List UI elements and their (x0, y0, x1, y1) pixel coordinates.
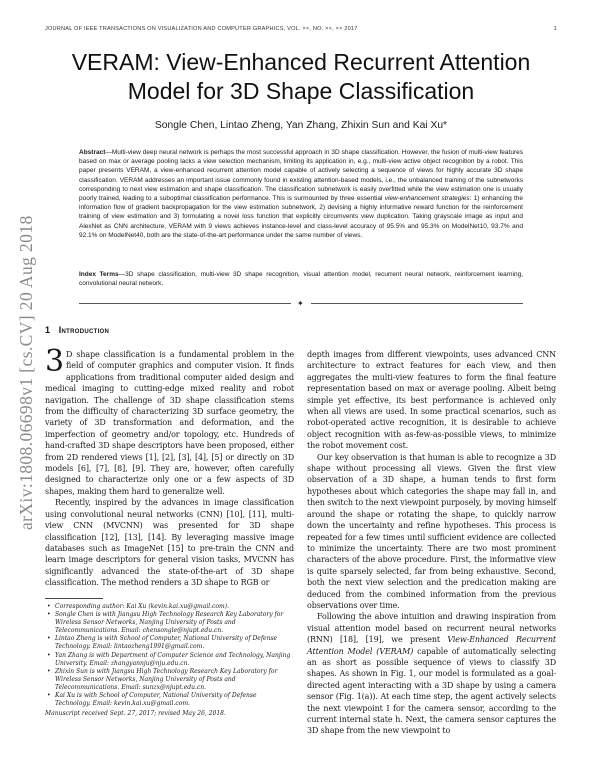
intro-paragraph-3: depth images from different viewpoints, uses advanced CNN architecture to extract features for each view, and then aggregates the multi-view features to form the final feature representation based on max or average pooling. Albeit being simple yet effective, its best performance is achieved only when all views are used. In some practical scenarios, such as robot-operated active recognition, it is desirable to achieve object recognition with as-few-as-possible views, to minimize the robot movement cost. (307, 350, 556, 451)
abstract-text-a: —Multi-view deep neural network is perhaps the most successful approach in 3D shape classification. However, the fusion of multi-view features based on max or average pooling lacks a view selection mechanism, limiting its application in, e.g., multi-view active object recognition by a robot. This paper presents VERAM, a view-enhanced recurrent attention model capable of actively selecting a sequence of views for highly accurate 3D shape classification. VERAM addresses an important issue commonly found in existing attention-based models, i.e., the unbalanced training of the subnetworks corresponding to next view estimation and shape classification. The classification subnetwork is easily overfitted while the view estimation one is usually poorly trained, leading to a suboptimal classification performance. This is surmounted by three essential (79, 149, 523, 203)
section-title: Introduction (58, 325, 110, 335)
drop-cap: 3 (45, 344, 64, 379)
intro-p1-text: D shape classification is a fundamental problem in the field of computer graphics and computer vision. It finds applications from traditional computer aided design and medical imaging to cutting-edge mixed reality and robot navigation. The challenge of 3D shape classification stems from the difficulty of characterizing 3D surface geometry, the variety of 3D transformation and deformation, and the imperfection of geometry and/or topology, etc. Hundreds of hand-crafted 3D shape descriptors have been proposed, either from 2D rendered views [1], [2], [3], [4], [5] or directly on 3D models [6], [7], [8], [9]. They are, however, often carefully designed to characterize only one or a few aspects of 3D shapes, making them hard to generalize well. (45, 350, 294, 496)
right-column (307, 349, 556, 737)
footnotes (45, 603, 294, 718)
author-list: Songle Chen, Lintao Zheng, Yan Zhang, Zhixin Sun and Kai Xu* (154, 120, 448, 131)
manuscript-note: Manuscript received Sept. 27, 2017; revised May 26, 2018. (45, 710, 226, 718)
abstract-text-b: : 1) enhancing the information flow of gradient backpropagation for the view estimation subnetwork, 2) devising a highly informative reward function for the reinforcement training of view estimation and 3) formulating a novel loss function that explicitly circumvents view duplication. Taking grayscale image as input and AlexNet as CNN architecture, VERAM with 9 views achieves instance-level and class-level accuracy of 95.5% and 95.3% on ModelNet10, 93.7% and 92.1% on ModelNet40, both are the state-of-the-art performance under the same number of views. (79, 195, 523, 239)
footnote-item: • Lintao Zheng is with School of Computer, National University of Defense Technology. Email: lintaozheng1991@gmail.com. (55, 635, 294, 651)
index-terms (79, 270, 523, 288)
page-number: 1 (553, 26, 557, 32)
footnote-item: • Kai Xu is with School of Computer, National University of Defense Technology. Email: kevin.kai.xu@gmail.com. (55, 692, 294, 708)
paper-title (45, 48, 557, 106)
intro-p5-text-a: Following the above intuition and drawing inspiration from visual attention model based on recurrent neural networks (RNN) [18], [19], we present (307, 612, 556, 645)
title-line-2: Model for 3D Shape Classification (127, 78, 475, 104)
index-terms-text: —3D shape classification, multi-view 3D shape recognition, visual attention model, recurrent neural network, reinforcement learning, convolutional neural network. (79, 271, 524, 288)
intro-paragraph-1 (45, 344, 294, 497)
section-divider (79, 299, 523, 309)
intro-paragraph-5 (307, 611, 556, 736)
section-heading (45, 325, 109, 335)
intro-p5-text-b: capable of automatically selecting an as short as possible sequence of views to classify 3D shapes. As shown in Fig. 1, our model is formulated as a goal-directed agent interacting with a 3D shape by using a camera sensor (Fig. 1(a)). At each time step, the agent actively selects the next viewpoint I for the camera sensor, according to the current internal state h. Next, the camera sensor captures the 3D shape from the new viewpoint to (307, 646, 556, 736)
arxiv-stamp: arXiv:1808.06698v1 [cs.CV] 20 Aug 2018 (16, 215, 36, 530)
divider-line-right (311, 303, 523, 304)
intro-paragraph-4: Our key observation is that human is able to recognize a 3D shape without processing all views. Given the first view observation of a 3D shape, a human tends to first form hypotheses about which categories the shape may fall in, and then switch to the next viewpoint purposely, by moving himself around the shape or rotating the shape, to quickly narrow down the uncertainty and refine hypotheses. This process is repeated for a few times until sufficient evidence are collected to minimize the uncertainty. There are two most prominent characters of the above procedure. First, the informative view is quite sparsely selected, far from being exhaustive. Second, both the next view selection and the predication making are deduced from the combined information from the previous observations over time. (307, 452, 556, 610)
intro-p5-emph: View-Enhanced Recurrent Attention Model (VERAM) (307, 635, 556, 656)
title-line-1: VERAM: View-Enhanced Recurrent Attention (71, 49, 531, 75)
footnote-item: • Corresponding author: Kai Xu (kevin.kai.xu@gmail.com). (55, 603, 294, 611)
footnote-rule (45, 598, 103, 599)
divider-diamond-icon: ✦ (297, 299, 304, 308)
footnote-item: • Songle Chen is with Jiangsu High Technology Research Key Laboratory for Wireless Sensor Networks, Nanjing University of Posts and Telecommunications. Email: chensongle@njupt.edu.cn. (55, 611, 294, 635)
footnote-item: • Yan Zhang is with Department of Computer Science and Technology, Nanjing University. Email: zhangyannju@nju.edu.cn. (55, 652, 294, 668)
abstract (79, 148, 523, 240)
left-column (45, 344, 294, 589)
journal-name: JOURNAL OF IEEE TRANSACTIONS ON VISUALIZATION AND COMPUTER GRAPHICS, VOL. ××, NO. ××, ×× 2017 (45, 26, 358, 32)
divider-line-left (79, 303, 291, 304)
index-terms-label: Index Terms (79, 271, 119, 278)
section-number: 1 (45, 325, 51, 335)
abstract-label: Abstract (79, 149, 106, 156)
running-head (45, 26, 557, 32)
footnote-item: • Zhixin Sun is with Jiangsu High Technology Research Key Laboratory for Wireless Sensor Networks, Nanjing University of Posts and Telecommunications. Email: sunzx@njupt.edu.cn. (55, 668, 294, 692)
abstract-emph: view-enhancement strategies (384, 195, 470, 203)
intro-paragraph-2: Recently, inspired by the advances in image classification using convolutional neural networks (CNN) [10], [11], multi-view CNN (MVCNN) was presented for 3D shape classification [12], [13], [14]. By leveraging massive image databases such as ImageNet [15] to pre-train the CNN and learn image descriptors for general vision tasks, MVCNN has significantly advanced the state-of-the-art of 3D shape classification. The method renders a 3D shape to RGB or (45, 498, 294, 588)
